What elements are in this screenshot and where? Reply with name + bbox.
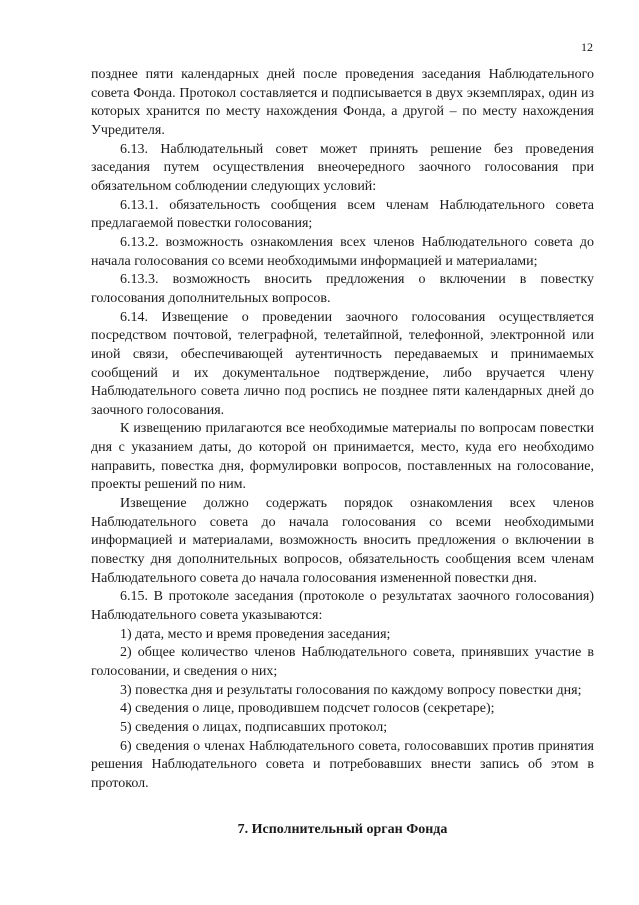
paragraph-6-13-3: 6.13.3. возможность вносить предложения о включении в повестку голосования дополнительных вопросов. [91,272,594,306]
paragraph-6-13-2: 6.13.2. возможность ознакомления всех членов Наблюдательного совета до начала голосования со всеми необходимыми информацией и материалами; [91,234,594,269]
list-item-2: 2) общее количество членов Наблюдательного совета, принявших участие в голосовании, и сведения о них; [91,645,594,679]
paragraph-notice-content: Извещение должно содержать порядок ознакомления всех членов Наблюдательного совета до начала голосования со всеми необходимыми информацией и материалами, возможность вносить предложения о включении в повестку дня дополнительных вопросов, обязательность сообщения всем членам Наблюдательного совета до начала голосования измененной повестки дня. [91,496,594,586]
paragraph-6-15: 6.15. В протоколе заседания (протоколе о результатах заочного голосования) Наблюдательного совета указываются: [91,589,594,624]
list-item-5: 5) сведения о лицах, подписавших протокол; [120,719,388,735]
page-number: 12 [581,40,593,54]
paragraph-protocol-continuation: позднее пяти календарных дней после проведения заседания Наблюдательного совета Фонда. Протокол составляется и подписывается в двух экземплярах, один из которых хранится по месту нахождения Фонда, а другой – по месту нахождения Учредителя. [91,67,594,138]
paragraph-6-13: 6.13. Наблюдательный совет может принять решение без проведения заседания путем осуществления внеочередного заочного голосования при обязательном соблюдении следующих условий: [91,141,594,194]
section-heading: 7. Исполнительный орган Фонда [237,821,448,837]
list-item-4: 4) сведения о лице, проводившем подсчет голосов (секретаре); [120,701,495,717]
paragraph-notice-materials: К извещению прилагаются все необходимые материалы по вопросам повестки дня с указанием даты, до которой он принимается, место, куда его необходимо направить, повестка дня, формулировки вопросов, поставленных на голосование, проекты решений по ним. [91,421,594,493]
document-body [91,66,594,839]
list-item-3: 3) повестка дня и результаты голосования по каждому вопросу повестки дня; [120,682,582,698]
paragraph-6-14: 6.14. Извещение о проведении заочного голосования осуществляется посредством почтовой, телеграфной, телетайпной, телефонной, электронной или иной связи, обеспечивающей аутентичность передаваемых и принимаемых сообщений и их документальное подтверждение, либо вручается члену Наблюдательного совета лично под роспись не позднее пяти календарных дней до заочного голосования. [91,309,594,418]
list-item-1: 1) дата, место и время проведения заседания; [120,626,391,642]
list-item-6: 6) сведения о членах Наблюдательного совета, голосовавших против принятия решения Наблюдательного совета и потребовавших внести запись об этом в протокол. [91,738,594,791]
paragraph-6-13-1: 6.13.1. обязательность сообщения всем членам Наблюдательного совета предлагаемой повестки голосования; [91,197,594,232]
